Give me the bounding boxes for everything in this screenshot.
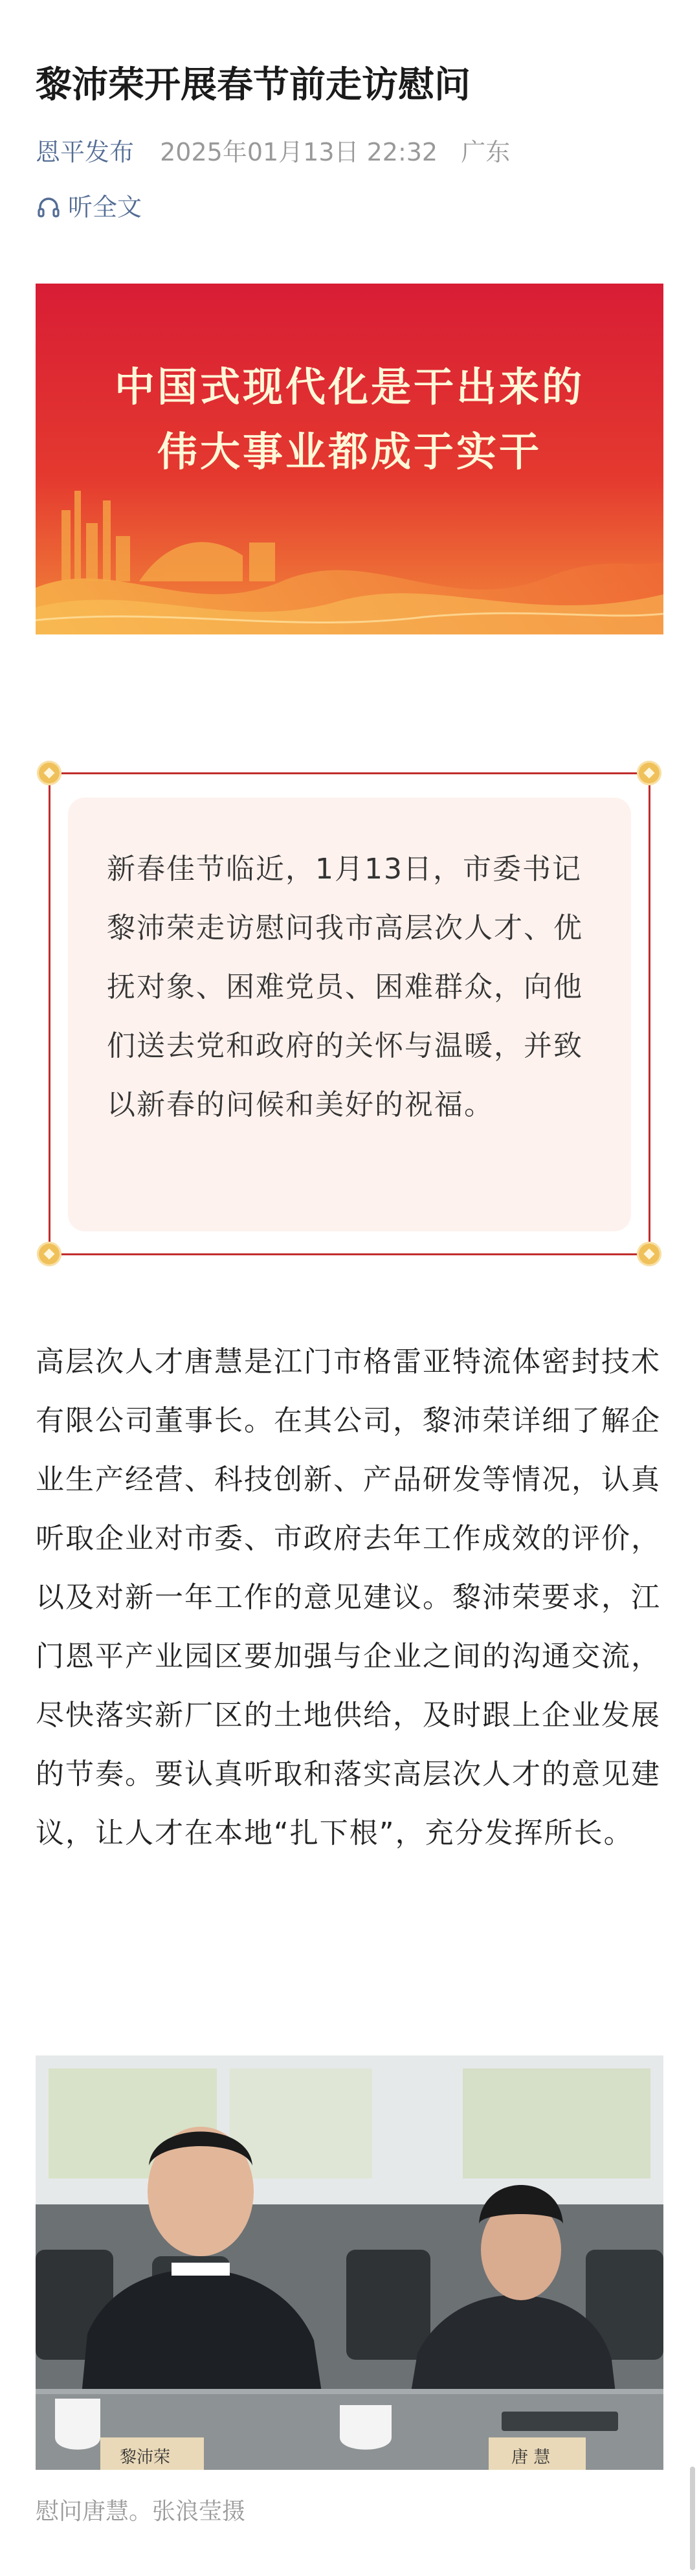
- article-title: 黎沛荣开展春节前走访慰问: [36, 64, 471, 106]
- photo-caption: 慰问唐慧。张浪莹摄: [36, 2498, 246, 2525]
- publish-region: 广东: [461, 138, 511, 166]
- article-photo[interactable]: [36, 2055, 663, 2470]
- banner-slogan-line-2: 伟大事业都成于实干: [157, 428, 542, 475]
- frame-right-border: [649, 773, 650, 1254]
- banner-slogan-line-1: 中国式现代化是干出来的: [114, 363, 584, 410]
- corner-ornament-icon: [637, 761, 661, 785]
- photo-nameplate-left: 黎沛荣: [120, 2448, 171, 2467]
- listen-label: 听全文: [68, 193, 142, 221]
- frame-left-border: [49, 773, 50, 1254]
- source-account-link[interactable]: 恩平发布: [36, 138, 135, 166]
- article-summary-text: 新春佳节临近，1月13日，市委书记黎沛荣走访慰问我市高层次人才、优抚对象、困难党员、困难群众，向他们送去党和政府的关怀与温暖，并致以新春的问候和美好的祝福。: [107, 853, 583, 1121]
- corner-ornament-icon: [637, 1242, 661, 1266]
- frame-bottom-border: [49, 1253, 650, 1255]
- photo-scene: [36, 2055, 663, 2470]
- corner-ornament-icon: [37, 761, 61, 785]
- photo-nameplate-right: 唐 慧: [511, 2448, 551, 2467]
- article-summary-box: [68, 798, 631, 1231]
- article-paragraph: 高层次人才唐慧是江门市格雷亚特流体密封技术有限公司董事长。在其公司，黎沛荣详细了解企业生产经营、科技创新、产品研发等情况，认真听取企业对市委、市政府去年工作成效的评价，以及对新一年工作的意见建议。黎沛荣要求，江门恩平产业园区要加强与企业之间的沟通交流，尽快落实新厂区的土地供给，及时跟上企业发展的节奏。要认真听取和落实高层次人才的意见建议，让人才在本地“扎下根”，充分发挥所长。: [36, 1345, 661, 1850]
- corner-ornament-icon: [37, 1242, 61, 1266]
- article-meta: [36, 133, 510, 172]
- publish-date: 2025年01月13日 22:32: [160, 138, 438, 166]
- frame-top-border: [49, 772, 650, 774]
- headphones-icon: [36, 194, 61, 220]
- listen-full-text-button[interactable]: [36, 188, 142, 227]
- slogan-banner-image: [36, 284, 663, 634]
- page-scrollbar[interactable]: [690, 2467, 695, 2570]
